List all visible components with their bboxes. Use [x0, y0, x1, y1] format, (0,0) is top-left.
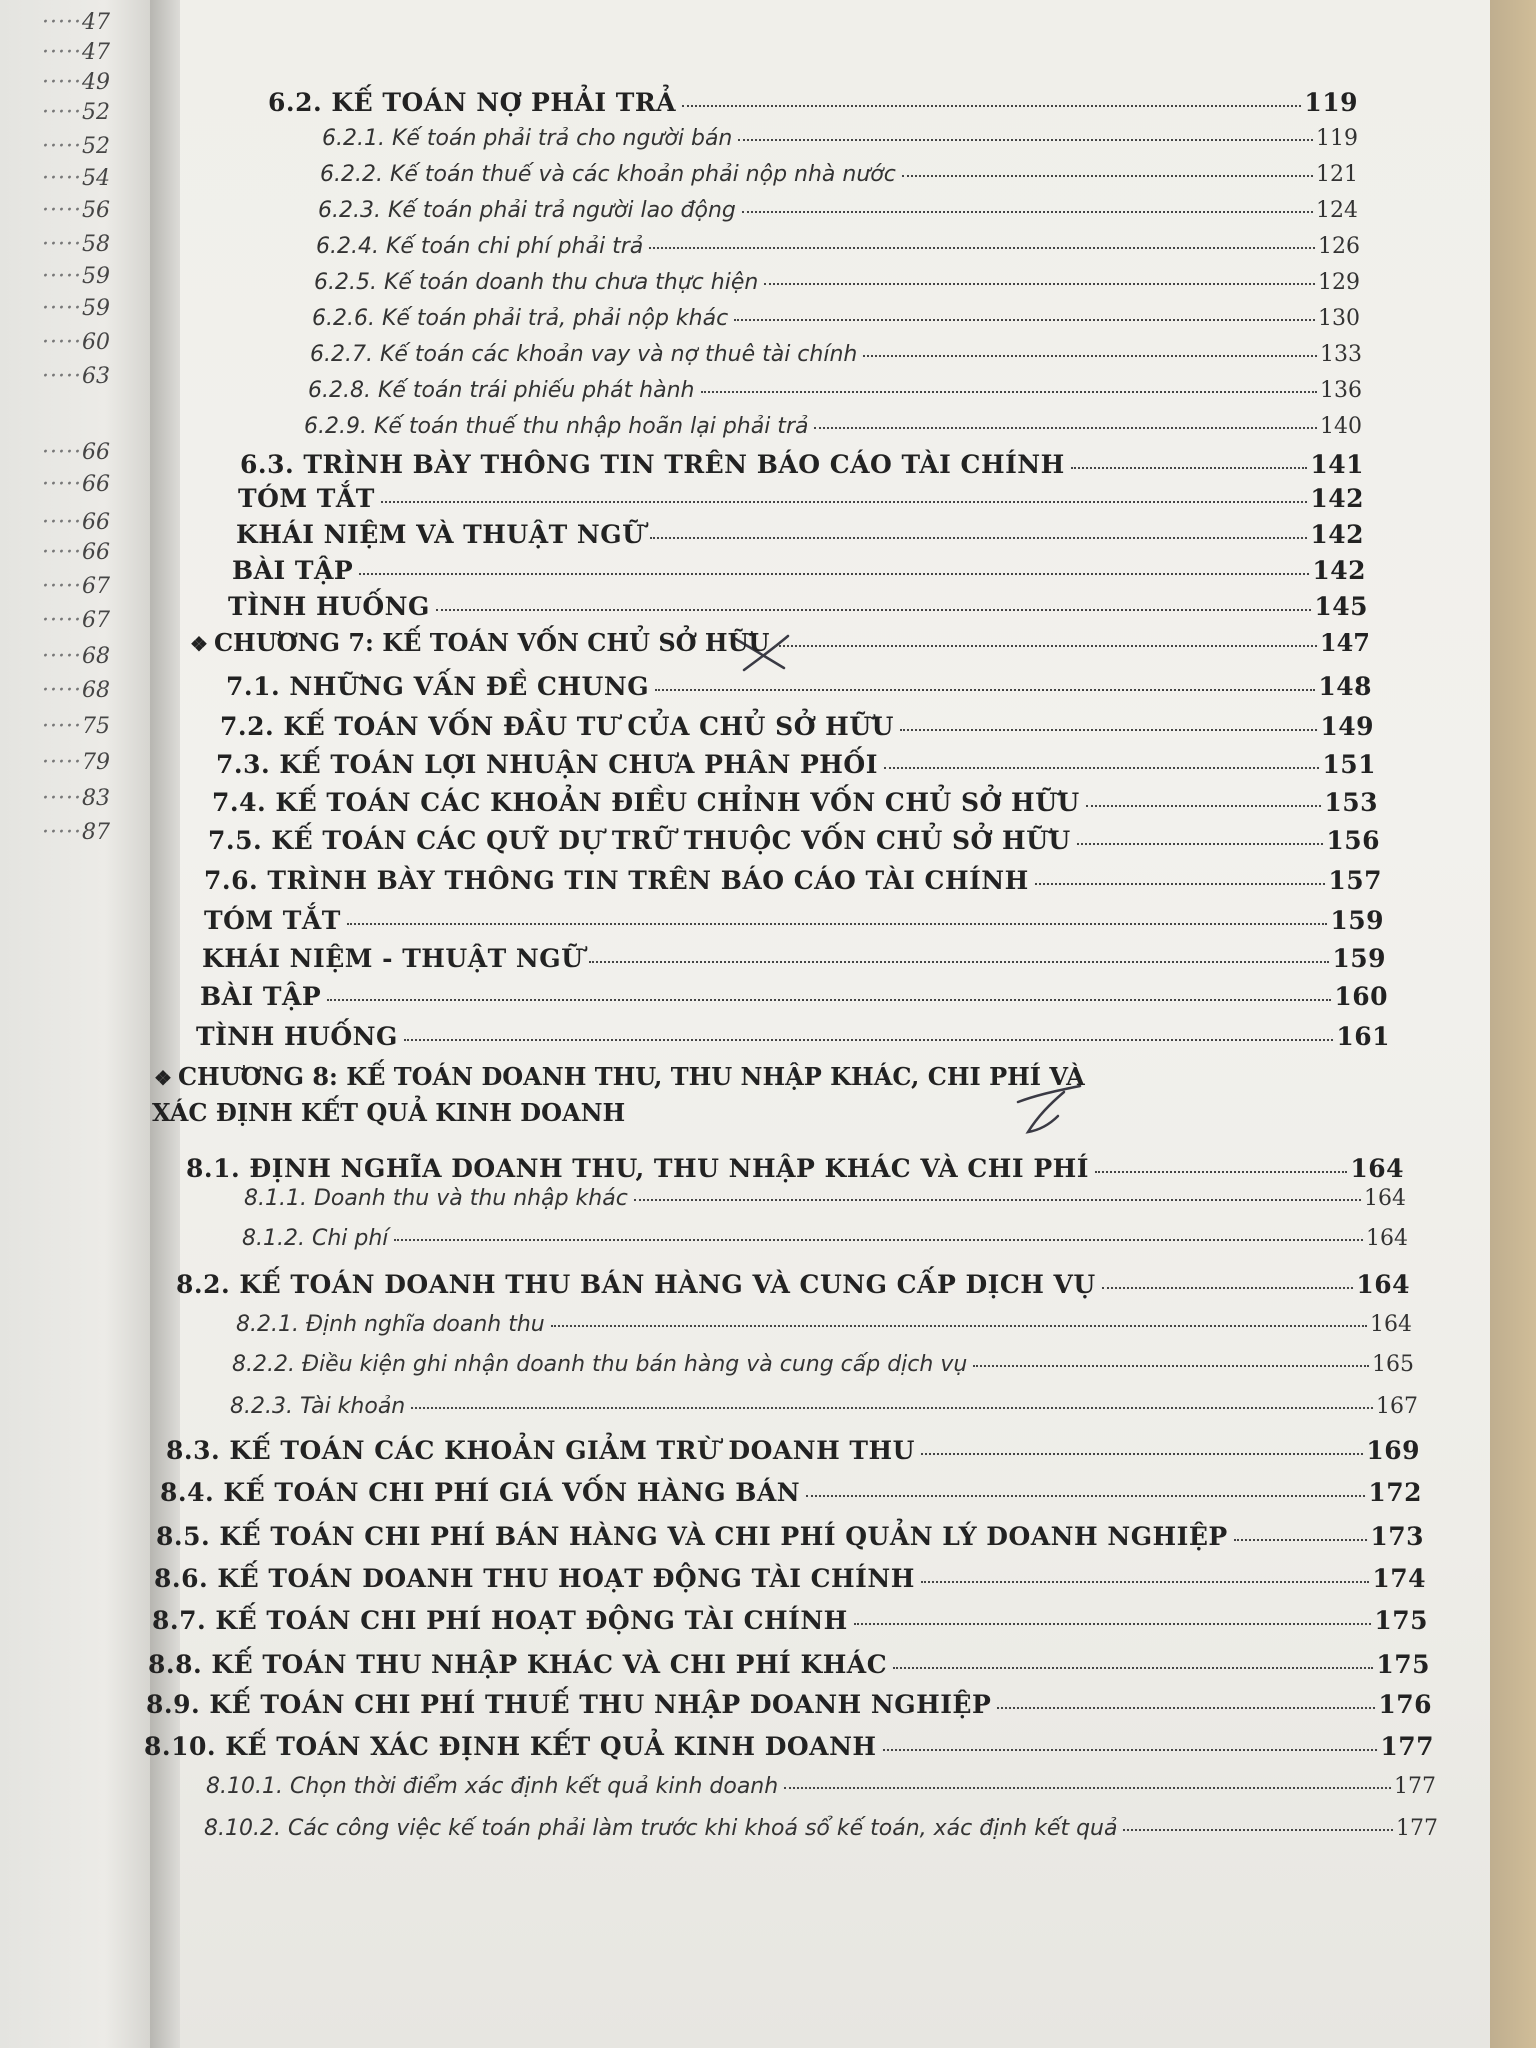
dot-leader: [404, 1039, 1333, 1041]
page-number: 126: [1318, 234, 1360, 259]
entry-title: 8.5. KẾ TOÁN CHI PHÍ BÁN HÀNG VÀ CHI PHÍ QUẢN LÝ DOANH NGHIỆP: [156, 1522, 1228, 1551]
toc-subentry: [232, 1352, 1414, 1377]
dot-leader: [347, 923, 1327, 925]
toc-entry: [208, 826, 1380, 855]
toc-subentry: [304, 414, 1362, 439]
dot-leader: [854, 1623, 1372, 1625]
chapter-entry: [154, 1062, 1396, 1091]
left-page-number: ·····58: [42, 232, 110, 257]
dot-leader: [921, 1581, 1369, 1583]
toc-entry: [238, 484, 1364, 513]
page-number: 136: [1320, 378, 1362, 403]
page-number: 173: [1370, 1522, 1424, 1551]
page-number: 142: [1310, 484, 1364, 513]
entry-title: 6.2.3. Kế toán phải trả người lao động: [318, 198, 736, 223]
toc-entry: [176, 1270, 1410, 1299]
desk-surface: [1490, 0, 1536, 2048]
dot-leader: [764, 283, 1315, 285]
dot-leader: [436, 609, 1311, 611]
page-number: 129: [1318, 270, 1360, 295]
left-page-number: ·····68: [42, 644, 110, 669]
dot-leader: [973, 1365, 1369, 1367]
toc-entry: [268, 88, 1358, 117]
toc-entry: [212, 788, 1378, 817]
entry-title: 6.2.5. Kế toán doanh thu chưa thực hiện: [314, 270, 759, 295]
entry-title: 8.10.1. Chọn thời điểm xác định kết quả kinh doanh: [206, 1774, 779, 1799]
toc-entry: [226, 672, 1372, 701]
dot-leader: [381, 501, 1307, 503]
toc-subentry: [204, 1816, 1438, 1841]
dot-leader: [1077, 843, 1324, 845]
page-number: 177: [1380, 1732, 1434, 1761]
toc-subentry: [314, 270, 1360, 295]
left-page-number: ·····79: [42, 750, 110, 775]
entry-title: KHÁI NIỆM VÀ THUẬT NGỮ: [236, 520, 645, 549]
toc-entry: [148, 1650, 1430, 1679]
left-page-number: ·····67: [42, 608, 110, 633]
entry-title: 7.4. KẾ TOÁN CÁC KHOẢN ĐIỀU CHỈNH VỐN CHỦ SỞ HỮU: [212, 788, 1080, 817]
chapter-title-continuation: XÁC ĐỊNH KẾT QUẢ KINH DOANH: [152, 1098, 626, 1127]
page-number: 157: [1328, 866, 1382, 895]
entry-title: 7.5. KẾ TOÁN CÁC QUỸ DỰ TRỮ THUỘC VỐN CHỦ SỞ HỮU: [208, 826, 1071, 855]
dot-leader: [902, 175, 1313, 177]
left-page-number: ·····52: [42, 134, 110, 159]
dot-leader: [893, 1667, 1373, 1669]
left-page-number: ·····54: [42, 166, 110, 191]
page-number: 153: [1324, 788, 1378, 817]
left-page-number: ·····59: [42, 296, 110, 321]
diamond-bullet-icon: ❖: [154, 1066, 172, 1090]
page-number: 175: [1374, 1606, 1428, 1635]
page-number: 159: [1330, 906, 1384, 935]
entry-title: 8.6. KẾ TOÁN DOANH THU HOẠT ĐỘNG TÀI CHÍNH: [154, 1564, 915, 1593]
toc-entry: [216, 750, 1376, 779]
page-number: 119: [1304, 88, 1358, 117]
chapter-entry: [190, 628, 1370, 657]
dot-leader: [682, 105, 1301, 107]
page-number: 165: [1372, 1352, 1414, 1377]
left-page-number: ·····66: [42, 540, 110, 565]
page-number: 142: [1312, 556, 1366, 585]
entry-title: BÀI TẬP: [232, 556, 354, 585]
page-number: 133: [1320, 342, 1362, 367]
dot-leader: [411, 1407, 1373, 1409]
previous-page-edge: [0, 0, 150, 2048]
toc-entry: [156, 1522, 1424, 1551]
page-number: 141: [1310, 450, 1364, 479]
entry-title: 6.2.2. Kế toán thuế và các khoản phải nộp nhà nước: [320, 162, 896, 187]
dot-leader: [884, 767, 1319, 769]
page-number: 174: [1372, 1564, 1426, 1593]
toc-entry: [232, 556, 1366, 585]
dot-leader: [814, 427, 1317, 429]
toc-subentry: [316, 234, 1360, 259]
toc-subentry: [206, 1774, 1436, 1799]
left-page-number: ·····47: [42, 10, 110, 35]
page-number: 156: [1326, 826, 1380, 855]
page-number: 164: [1366, 1226, 1408, 1251]
toc-entry: [154, 1564, 1426, 1593]
dot-leader: [701, 391, 1318, 393]
page-number: 160: [1334, 982, 1388, 1011]
toc-entry: [200, 982, 1388, 1011]
dot-leader: [655, 689, 1315, 691]
toc-entry: [240, 450, 1364, 479]
entry-title: 6.2.4. Kế toán chi phí phải trả: [316, 234, 644, 259]
toc-subentry: [230, 1394, 1418, 1419]
page-number: 164: [1370, 1312, 1412, 1337]
entry-title: 8.7. KẾ TOÁN CHI PHÍ HOẠT ĐỘNG TÀI CHÍNH: [152, 1606, 848, 1635]
dot-leader: [1102, 1287, 1354, 1289]
entry-title: 8.2.3. Tài khoản: [230, 1394, 406, 1419]
left-page-number: ·····66: [42, 472, 110, 497]
dot-leader: [900, 729, 1317, 731]
toc-subentry: [310, 342, 1362, 367]
page-number: 167: [1376, 1394, 1418, 1419]
page-number: 140: [1320, 414, 1362, 439]
entry-title: 6.2.9. Kế toán thuế thu nhập hoãn lại phải trả: [304, 414, 809, 439]
left-page-number: ·····66: [42, 510, 110, 535]
page-number: 169: [1366, 1436, 1420, 1465]
left-page-number: ·····52: [42, 100, 110, 125]
entry-title: 8.2. KẾ TOÁN DOANH THU BÁN HÀNG VÀ CUNG CẤP DỊCH VỤ: [176, 1270, 1096, 1299]
entry-title: 8.9. KẾ TOÁN CHI PHÍ THUẾ THU NHẬP DOANH NGHIỆP: [146, 1690, 992, 1719]
dot-leader: [734, 319, 1315, 321]
dot-leader: [394, 1239, 1363, 1241]
left-page-number: ·····47: [42, 40, 110, 65]
dot-leader: [649, 247, 1315, 249]
entry-title: 8.1. ĐỊNH NGHĨA DOANH THU, THU NHẬP KHÁC VÀ CHI PHÍ: [186, 1154, 1089, 1183]
entry-title: 8.8. KẾ TOÁN THU NHẬP KHÁC VÀ CHI PHÍ KHÁC: [148, 1650, 888, 1679]
page-number: 172: [1368, 1478, 1422, 1507]
page-number: 177: [1396, 1816, 1438, 1841]
page-number: 164: [1364, 1186, 1406, 1211]
diamond-bullet-icon: ❖: [190, 632, 208, 656]
entry-title: 6.2. KẾ TOÁN NỢ PHẢI TRẢ: [268, 88, 677, 117]
left-page-number: ·····83: [42, 786, 110, 811]
dot-leader: [1071, 467, 1308, 469]
page-number: 130: [1318, 306, 1360, 331]
dot-leader: [327, 999, 1331, 1001]
page-number: 164: [1356, 1270, 1410, 1299]
left-page-number: ·····49: [42, 70, 110, 95]
page-number: 175: [1376, 1650, 1430, 1679]
dot-leader: [742, 211, 1313, 213]
entry-title: 8.3. KẾ TOÁN CÁC KHOẢN GIẢM TRỪ DOANH THU: [166, 1436, 915, 1465]
left-page-number: ·····75: [42, 714, 110, 739]
entry-title: 8.4. KẾ TOÁN CHI PHÍ GIÁ VỐN HÀNG BÁN: [160, 1478, 801, 1507]
page-number: 161: [1336, 1022, 1390, 1051]
page-number: 124: [1316, 198, 1358, 223]
entry-title: 8.2.1. Định nghĩa doanh thu: [236, 1312, 545, 1337]
left-page-number: ·····67: [42, 574, 110, 599]
dot-leader: [738, 139, 1313, 141]
entry-title: 6.3. TRÌNH BÀY THÔNG TIN TRÊN BÁO CÁO TÀI CHÍNH: [240, 450, 1065, 479]
dot-leader: [1123, 1829, 1393, 1831]
toc-entry: [144, 1732, 1434, 1761]
toc-subentry: [236, 1312, 1412, 1337]
toc-subentry: [322, 126, 1358, 151]
page-number: 148: [1318, 672, 1372, 701]
dot-leader: [921, 1453, 1363, 1455]
entry-title: CHƯƠNG 7: KẾ TOÁN VỐN CHỦ SỞ HỮU: [213, 628, 770, 657]
dot-leader: [863, 355, 1317, 357]
page-number: 151: [1322, 750, 1376, 779]
entry-title: 8.10. KẾ TOÁN XÁC ĐỊNH KẾT QUẢ KINH DOANH: [144, 1732, 877, 1761]
dot-leader: [775, 645, 1316, 647]
toc-entry: [204, 866, 1382, 895]
entry-title: TÓM TẮT: [238, 484, 375, 513]
left-page-number: ·····63: [42, 364, 110, 389]
left-page-number: ·····87: [42, 820, 110, 845]
page-number: 142: [1310, 520, 1364, 549]
dot-leader: [589, 961, 1329, 963]
entry-title: TÌNH HUỐNG: [196, 1022, 398, 1051]
left-page-number: ·····68: [42, 678, 110, 703]
page-number: 164: [1350, 1154, 1404, 1183]
page-number: 121: [1316, 162, 1358, 187]
entry-title: 7.6. TRÌNH BÀY THÔNG TIN TRÊN BÁO CÁO TÀI CHÍNH: [204, 866, 1029, 895]
page-number: 149: [1320, 712, 1374, 741]
entry-title: 6.2.6. Kế toán phải trả, phải nộp khác: [312, 306, 729, 331]
page-number: 177: [1394, 1774, 1436, 1799]
toc-entry: [202, 944, 1386, 973]
toc-entry: [196, 1022, 1390, 1051]
toc-subentry: [318, 198, 1358, 223]
entry-title: KHÁI NIỆM - THUẬT NGỮ: [202, 944, 584, 973]
page-number: 176: [1378, 1690, 1432, 1719]
toc-entry: [186, 1154, 1404, 1183]
toc-subentry: [312, 306, 1360, 331]
toc-entry: [166, 1436, 1420, 1465]
dot-leader: [1035, 883, 1326, 885]
dot-leader: [634, 1199, 1361, 1201]
dot-leader: [359, 573, 1309, 575]
toc-subentry: [244, 1186, 1406, 1211]
page-number: 145: [1314, 592, 1368, 621]
dot-leader: [1086, 805, 1322, 807]
entry-title: 7.2. KẾ TOÁN VỐN ĐẦU TƯ CỦA CHỦ SỞ HỮU: [220, 712, 894, 741]
entry-title: CHƯƠNG 8: KẾ TOÁN DOANH THU, THU NHẬP KHÁC, CHI PHÍ VÀ: [177, 1062, 1085, 1091]
entry-title: 6.2.8. Kế toán trái phiếu phát hành: [308, 378, 695, 403]
entry-title: 8.2.2. Điều kiện ghi nhận doanh thu bán hàng và cung cấp dịch vụ: [232, 1352, 968, 1377]
page-number: 147: [1319, 628, 1370, 657]
entry-title: 8.1.2. Chi phí: [242, 1226, 389, 1251]
left-page-number: ·····60: [42, 330, 110, 355]
dot-leader: [883, 1749, 1378, 1751]
dot-leader: [997, 1707, 1375, 1709]
entry-title: 8.10.2. Các công việc kế toán phải làm trước khi khoá sổ kế toán, xác định kết quả: [204, 1816, 1118, 1841]
entry-title: BÀI TẬP: [200, 982, 322, 1011]
page-number: 159: [1332, 944, 1386, 973]
toc-entry: [146, 1690, 1432, 1719]
toc-entry: [160, 1478, 1422, 1507]
page-number: 119: [1316, 126, 1358, 151]
dot-leader: [650, 537, 1307, 539]
entry-title: TÓM TẮT: [204, 906, 341, 935]
dot-leader: [784, 1787, 1391, 1789]
entry-title: 7.1. NHỮNG VẤN ĐỀ CHUNG: [226, 672, 650, 701]
dot-leader: [1234, 1539, 1368, 1541]
left-page-number: ·····66: [42, 440, 110, 465]
toc-subentry: [242, 1226, 1408, 1251]
entry-title: 8.1.1. Doanh thu và thu nhập khác: [244, 1186, 628, 1211]
entry-title: 6.2.7. Kế toán các khoản vay và nợ thuê tài chính: [310, 342, 858, 367]
entry-title: 7.3. KẾ TOÁN LỢI NHUẬN CHƯA PHÂN PHỐI: [216, 750, 878, 779]
entry-title: 6.2.1. Kế toán phải trả cho người bán: [322, 126, 733, 151]
toc-entry: [204, 906, 1384, 935]
toc-entry: [152, 1606, 1428, 1635]
toc-subentry: [308, 378, 1362, 403]
dot-leader: [806, 1495, 1365, 1497]
entry-title: TÌNH HUỐNG: [228, 592, 430, 621]
left-page-number: ·····56: [42, 198, 110, 223]
dot-leader: [551, 1325, 1367, 1327]
toc-entry: [220, 712, 1374, 741]
toc-entry: [228, 592, 1368, 621]
dot-leader: [1095, 1171, 1347, 1173]
toc-subentry: [320, 162, 1358, 187]
toc-entry: [236, 520, 1364, 549]
left-page-number: ·····59: [42, 264, 110, 289]
